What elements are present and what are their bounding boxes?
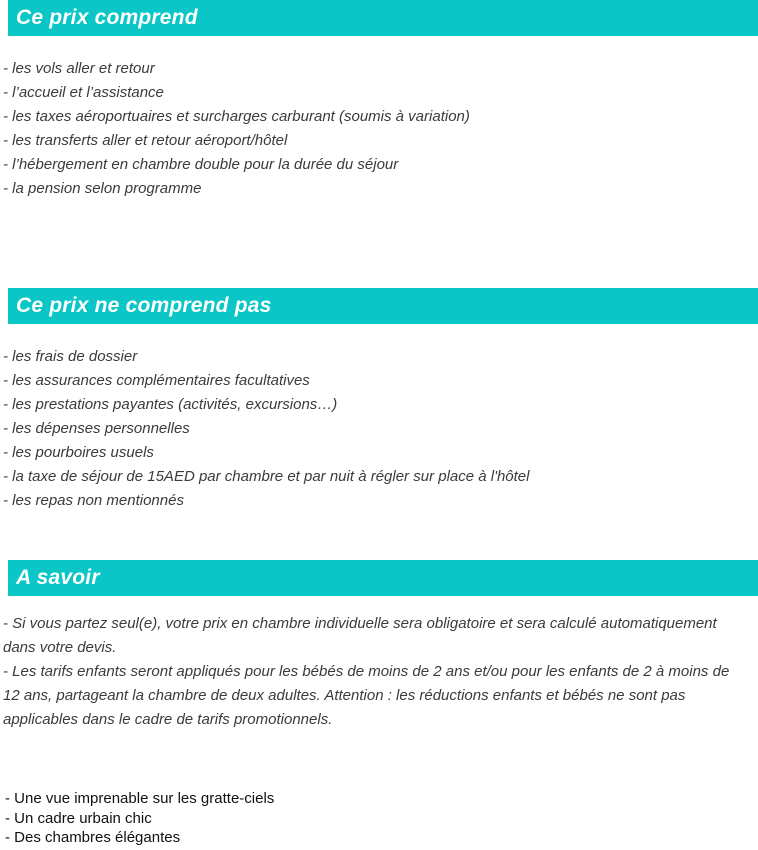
highlight-item: - Des chambres élégantes (5, 829, 181, 846)
excludes-list (0, 324, 758, 513)
list-item: - les assurances complémentaires facultatives (3, 372, 310, 389)
section-title-excludes: Ce prix ne comprend pas (16, 294, 272, 317)
list-item: - les taxes aéroportuaires et surcharges carburant (soumis à variation) (3, 108, 470, 125)
highlight-item: - Une vue imprenable sur les gratte-ciels (5, 790, 275, 807)
list-item: - la pension selon programme (3, 180, 202, 197)
section-title-includes: Ce prix comprend (16, 6, 198, 29)
note-paragraph: - Si vous partez seul(e), votre prix en chambre individuelle sera obligatoire et sera calculé automatiquement dans votre devis. (3, 615, 717, 656)
section-price-includes (0, 0, 758, 201)
list-item: - l’accueil et l’assistance (3, 84, 164, 101)
list-item: - les transferts aller et retour aéroport/hôtel (3, 132, 288, 149)
section-header-notes (8, 560, 758, 596)
section-notes (0, 560, 758, 732)
list-item: - les pourboires usuels (3, 444, 154, 461)
highlight-item: - Un cadre urbain chic (5, 809, 152, 827)
includes-list (0, 36, 758, 201)
notes-paragraphs (0, 596, 758, 732)
section-price-excludes (0, 288, 758, 513)
list-item: - les prestations payantes (activités, excursions…) (3, 396, 338, 413)
note-paragraph: - Les tarifs enfants seront appliqués pour les bébés de moins de 2 ans et/ou pour les enfants de 2 à moins de 12 ans, partageant la chambre de deux adultes. Attention : les réductions enfants et bébés ne sont pas applicables dans le cadre de tarifs promotionnels. (3, 663, 730, 728)
list-item: - les frais de dossier (3, 348, 138, 365)
list-item: - la taxe de séjour de 15AED par chambre et par nuit à régler sur place à l'hôtel (3, 468, 530, 485)
list-item: - les vols aller et retour (3, 60, 155, 77)
section-header-excludes (8, 288, 758, 324)
section-header-includes (8, 0, 758, 36)
hotel-highlights-list (0, 789, 758, 848)
section-title-notes: A savoir (16, 566, 100, 589)
list-item: - les repas non mentionnés (3, 492, 184, 509)
list-item: - les dépenses personnelles (3, 420, 190, 437)
list-item: - l’hébergement en chambre double pour la durée du séjour (3, 156, 399, 173)
